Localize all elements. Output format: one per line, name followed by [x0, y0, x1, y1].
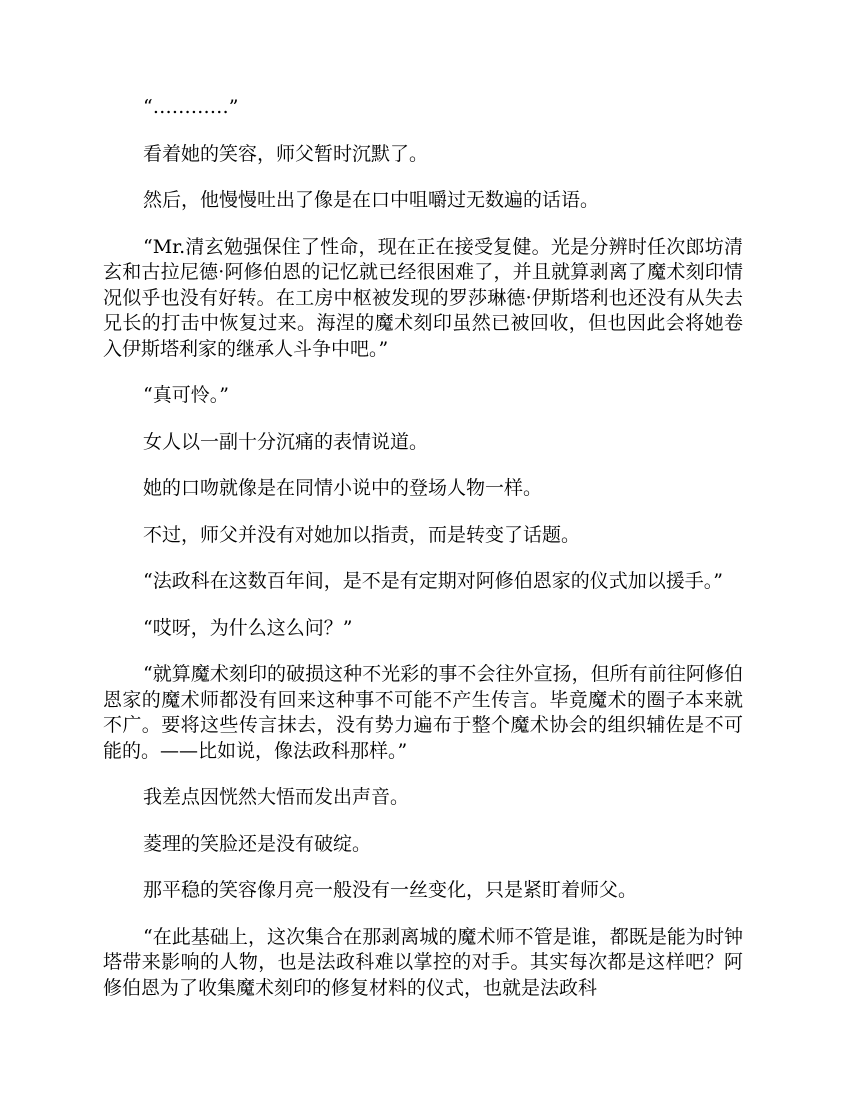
- paragraph: “Mr.清玄勉强保住了性命，现在正在接受复健。光是分辨时任次郎坊清玄和古拉尼德·阿修伯恩的记忆就已经很困难了，并且就算剥离了魔术刻印情况似乎也没有好转。在工房中枢被发现的罗莎琳德·伊斯塔利也还没有从失去兄长的打击中恢复过来。海涅的魔术刻印虽然已被回收，但也因此会将她卷入伊斯塔利家的继承人斗争中吧。”: [103, 235, 743, 360]
- paragraph: 女人以一副十分沉痛的表情说道。: [143, 430, 429, 453]
- paragraph: 然后，他慢慢吐出了像是在口中咀嚼过无数遍的话语。: [143, 189, 600, 211]
- paragraph: “…………”: [143, 96, 239, 118]
- paragraph: 不过，师父并没有对她加以指责，而是转变了话题。: [143, 523, 581, 546]
- paragraph: “法政科在这数百年间，是不是有定期对阿修伯恩家的仪式加以援手。”: [143, 570, 723, 592]
- paragraph: 看着她的笑容，师父暂时沉默了。: [143, 142, 429, 165]
- paragraph: “在此基础上，这次集合在那剥离城的魔术师不管是谁，都既是能为时钟塔带来影响的人物，也是法政科难以掌控的对手。其实每次都是这样吧？阿修伯恩为了收集魔术刻印的修复材料的仪式，也就是法政科: [103, 925, 743, 999]
- document-page: [103, 0, 743, 1022]
- paragraph: “就算魔术刻印的破损这种不光彩的事不会往外宣扬，但所有前往阿修伯恩家的魔术师都没有回来这种事不可能不产生传言。毕竟魔术的圈子本来就不广。要将这些传言抹去，没有势力遍布于整个魔术协会的组织辅佐是不可能的。——比如说，像法政科那样。”: [103, 663, 743, 762]
- paragraph: 菱理的笑脸还是没有破绽。: [143, 832, 372, 855]
- paragraph: 她的口吻就像是在同情小说中的登场人物一样。: [143, 477, 543, 499]
- paragraph: 那平稳的笑容像月亮一般没有一丝变化，只是紧盯着师父。: [143, 879, 638, 901]
- paragraph: “真可怜。”: [143, 384, 229, 406]
- paragraph: “哎呀，为什么这么问？”: [143, 616, 353, 639]
- paragraph: 我差点因恍然大悟而发出声音。: [143, 786, 410, 808]
